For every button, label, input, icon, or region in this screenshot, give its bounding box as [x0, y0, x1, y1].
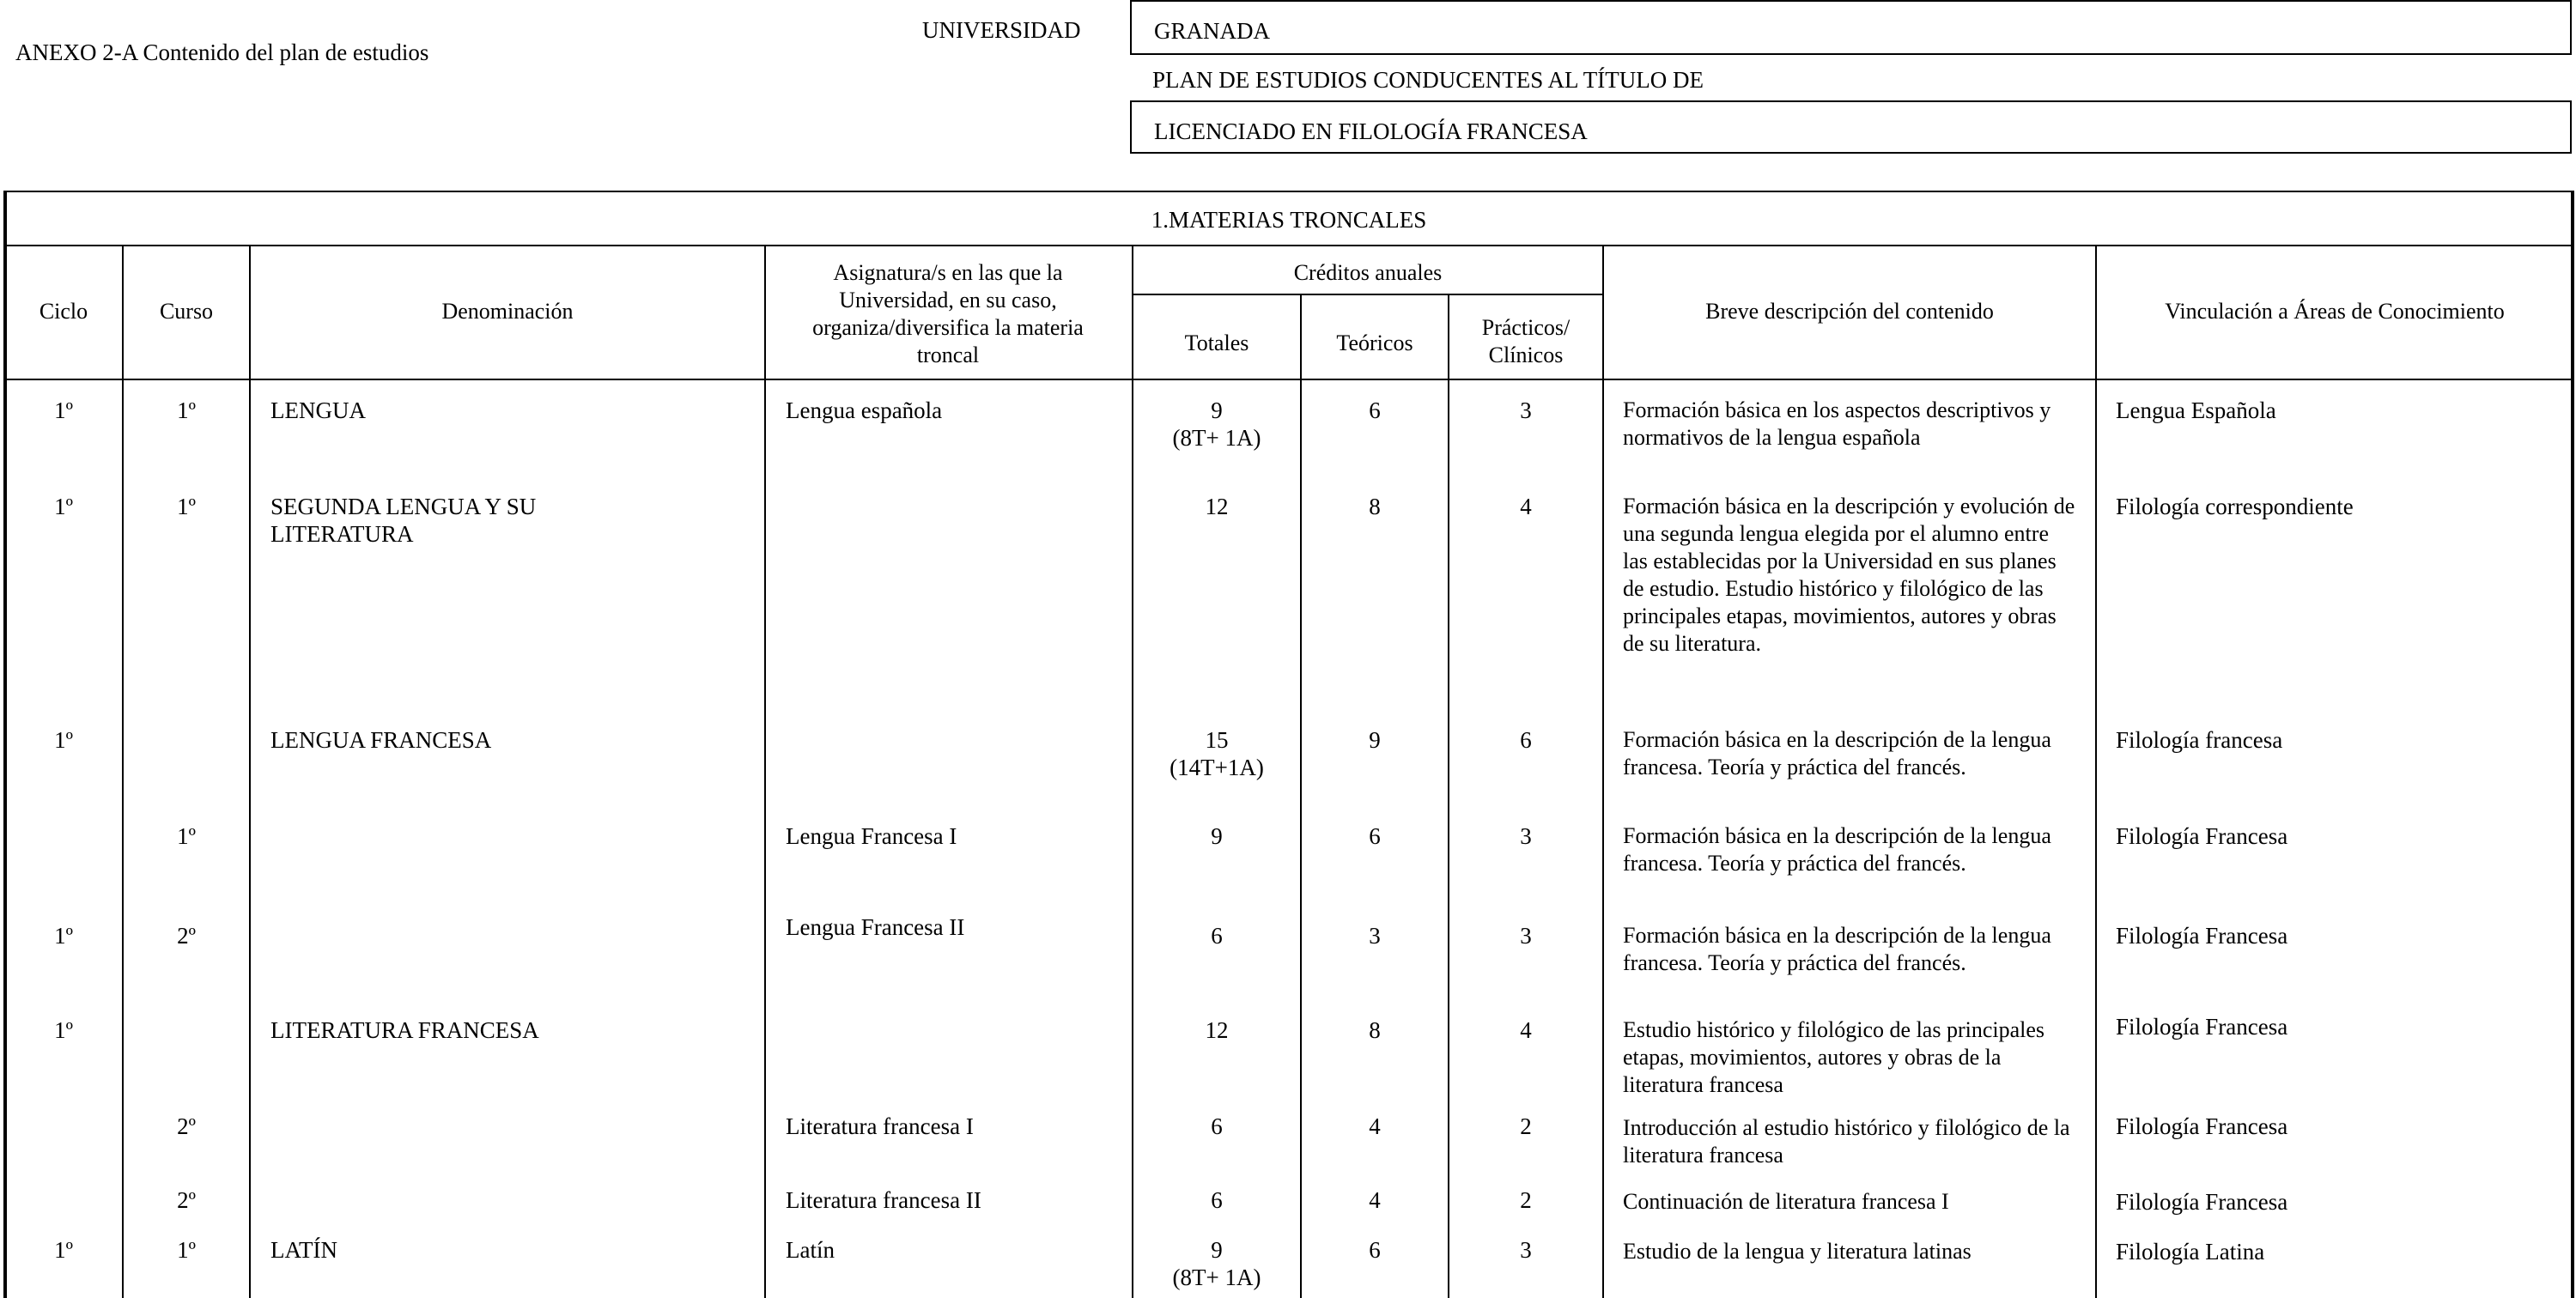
cell-curso: 2º — [177, 1113, 196, 1139]
cell-descripcion: Introducción al estudio histórico y filológico de la literatura francesa — [1623, 1115, 2070, 1168]
cell-totales: 9 — [1211, 1237, 1223, 1263]
cell-curso: 2º — [177, 923, 196, 949]
annex-title: ANEXO 2-A Contenido del plan de estudios — [15, 39, 429, 65]
cell-practicos: 3 — [1520, 397, 1532, 423]
cell-ciclo: 1º — [54, 727, 73, 753]
cell-vinculacion: Filología Francesa — [2116, 1189, 2288, 1215]
cell-ciclo: 1º — [54, 923, 73, 949]
cell-asignatura: Literatura francesa I — [786, 1113, 974, 1139]
col-rule-6 — [1448, 294, 1449, 1298]
section-title: 1.MATERIAS TRONCALES — [1151, 207, 1427, 233]
cell-totales: 6 — [1211, 1187, 1223, 1213]
university-value: GRANADA — [1154, 18, 1270, 44]
cell-descripcion: Formación básica en los aspectos descriptivos y normativos de la lengua española — [1623, 397, 2051, 450]
cell-teoricos: 9 — [1369, 727, 1381, 753]
cell-practicos: 6 — [1520, 727, 1532, 753]
degree-field — [1130, 100, 2572, 154]
cell-vinculacion: Lengua Española — [2116, 397, 2276, 423]
cell-vinculacion: Filología Francesa — [2116, 1113, 2288, 1139]
col-header-creditos: Créditos anuales — [1293, 260, 1443, 285]
cell-descripcion: Estudio de la lengua y literatura latinas — [1623, 1239, 1971, 1264]
cell-vinculacion: Filología francesa — [2116, 727, 2283, 753]
cell-practicos: 3 — [1520, 1237, 1532, 1263]
cell-denominacion: LENGUA — [270, 397, 366, 423]
col-header-denominacion: Denominación — [441, 299, 574, 324]
cell-vinculacion: Filología Francesa — [2116, 1014, 2288, 1040]
degree-value: LICENCIADO EN FILOLOGÍA FRANCESA — [1154, 118, 1588, 144]
cell-descripcion: Estudio histórico y filológico de las principales etapas, movimientos, autores y obras de la literatura francesa — [1623, 1017, 2045, 1097]
col-header-asignatura: Asignatura/s en las que la Universidad, en su caso, organiza/diversifica la materia troncal — [812, 260, 1084, 367]
cell-totales: 6 — [1211, 1113, 1223, 1139]
plan-label: PLAN DE ESTUDIOS CONDUCENTES AL TÍTULO DE — [1152, 67, 1704, 93]
cell-descripcion: Formación básica en la descripción de la lengua francesa. Teoría y práctica del francés. — [1623, 727, 2051, 779]
cell-vinculacion: Filología Latina — [2116, 1239, 2265, 1265]
cell-ciclo: 1º — [54, 1017, 73, 1043]
cell-descripcion: Formación básica en la descripción de la lengua francesa. Teoría y práctica del francés. — [1623, 923, 2051, 975]
cell-curso: 1º — [177, 494, 196, 519]
cell-vinculacion: Filología Francesa — [2116, 823, 2288, 849]
col-header-totales: Totales — [1184, 331, 1249, 355]
cell-teoricos: 8 — [1369, 494, 1381, 519]
cell-ciclo: 1º — [54, 1237, 73, 1263]
cell-totales-note: (14T+1A) — [1170, 755, 1264, 780]
cell-curso: 2º — [177, 1187, 196, 1213]
cell-teoricos: 6 — [1369, 823, 1381, 849]
col-header-curso: Curso — [159, 299, 214, 324]
rule-header-bottom — [3, 379, 2574, 380]
cell-practicos: 2 — [1520, 1113, 1532, 1139]
cell-curso: 1º — [177, 1237, 196, 1263]
cell-ciclo: 1º — [54, 397, 73, 423]
col-header-vinculacion: Vinculación a Áreas de Conocimiento — [2165, 299, 2505, 324]
cell-practicos: 2 — [1520, 1187, 1532, 1213]
cell-teoricos: 8 — [1369, 1017, 1381, 1043]
cell-denominacion: LENGUA FRANCESA — [270, 727, 492, 753]
cell-denominacion: LITERATURA FRANCESA — [270, 1017, 539, 1043]
cell-practicos: 3 — [1520, 923, 1532, 949]
cell-totales-note: (8T+ 1A) — [1172, 425, 1261, 451]
cell-teoricos: 6 — [1369, 1237, 1381, 1263]
cell-totales: 15 — [1205, 727, 1229, 753]
cell-curso: 1º — [177, 397, 196, 423]
col-rule-3 — [764, 245, 766, 1298]
cell-asignatura: Lengua Francesa II — [786, 914, 965, 940]
cell-teoricos: 4 — [1369, 1113, 1381, 1139]
university-field — [1130, 0, 2572, 55]
rule-title-bottom — [3, 245, 2574, 246]
cell-descripcion: Continuación de literatura francesa I — [1623, 1189, 1949, 1214]
col-header-ciclo: Ciclo — [39, 299, 88, 324]
cell-practicos: 3 — [1520, 823, 1532, 849]
cell-curso: 1º — [177, 823, 196, 849]
cell-totales-note: (8T+ 1A) — [1172, 1265, 1261, 1290]
cell-totales: 9 — [1211, 397, 1223, 423]
cell-totales: 9 — [1211, 823, 1223, 849]
table-frame-right — [2571, 191, 2574, 1298]
col-rule-8 — [2095, 245, 2097, 1298]
cell-ciclo: 1º — [54, 494, 73, 519]
cell-asignatura: Latín — [786, 1237, 835, 1263]
cell-asignatura: Literatura francesa II — [786, 1187, 981, 1213]
col-header-practicos: Prácticos/ Clínicos — [1481, 315, 1571, 367]
cell-totales: 12 — [1205, 494, 1229, 519]
cell-denominacion: SEGUNDA LENGUA Y SU LITERATURA — [270, 494, 537, 547]
col-header-descripcion: Breve descripción del contenido — [1705, 299, 1994, 324]
cell-descripcion: Formación básica en la descripción de la lengua francesa. Teoría y práctica del francés. — [1623, 823, 2051, 876]
university-label: UNIVERSIDAD — [922, 17, 1081, 43]
cell-vinculacion: Filología correspondiente — [2116, 494, 2354, 519]
cell-practicos: 4 — [1520, 494, 1532, 519]
rule-top — [3, 191, 2574, 192]
cell-teoricos: 3 — [1369, 923, 1381, 949]
col-header-teoricos: Teóricos — [1336, 331, 1413, 355]
cell-teoricos: 4 — [1369, 1187, 1381, 1213]
troncales-table — [3, 191, 2574, 1298]
cell-asignatura: Lengua española — [786, 397, 943, 423]
rule-credits-split — [1132, 294, 1604, 295]
cell-asignatura: Lengua Francesa I — [786, 823, 957, 849]
cell-teoricos: 6 — [1369, 397, 1381, 423]
cell-totales: 12 — [1205, 1017, 1229, 1043]
cell-denominacion: LATÍN — [270, 1237, 337, 1263]
cell-totales: 6 — [1211, 923, 1223, 949]
cell-practicos: 4 — [1520, 1017, 1532, 1043]
cell-vinculacion: Filología Francesa — [2116, 923, 2288, 949]
cell-descripcion: Formación básica en la descripción y evolución de una segunda lengua elegida por el alumno entre las establecidas por la Universidad en sus planes de estudio. Estudio histórico y filológico de las principales etapas, movimientos, autores y obras de su literatura. — [1623, 494, 2075, 656]
